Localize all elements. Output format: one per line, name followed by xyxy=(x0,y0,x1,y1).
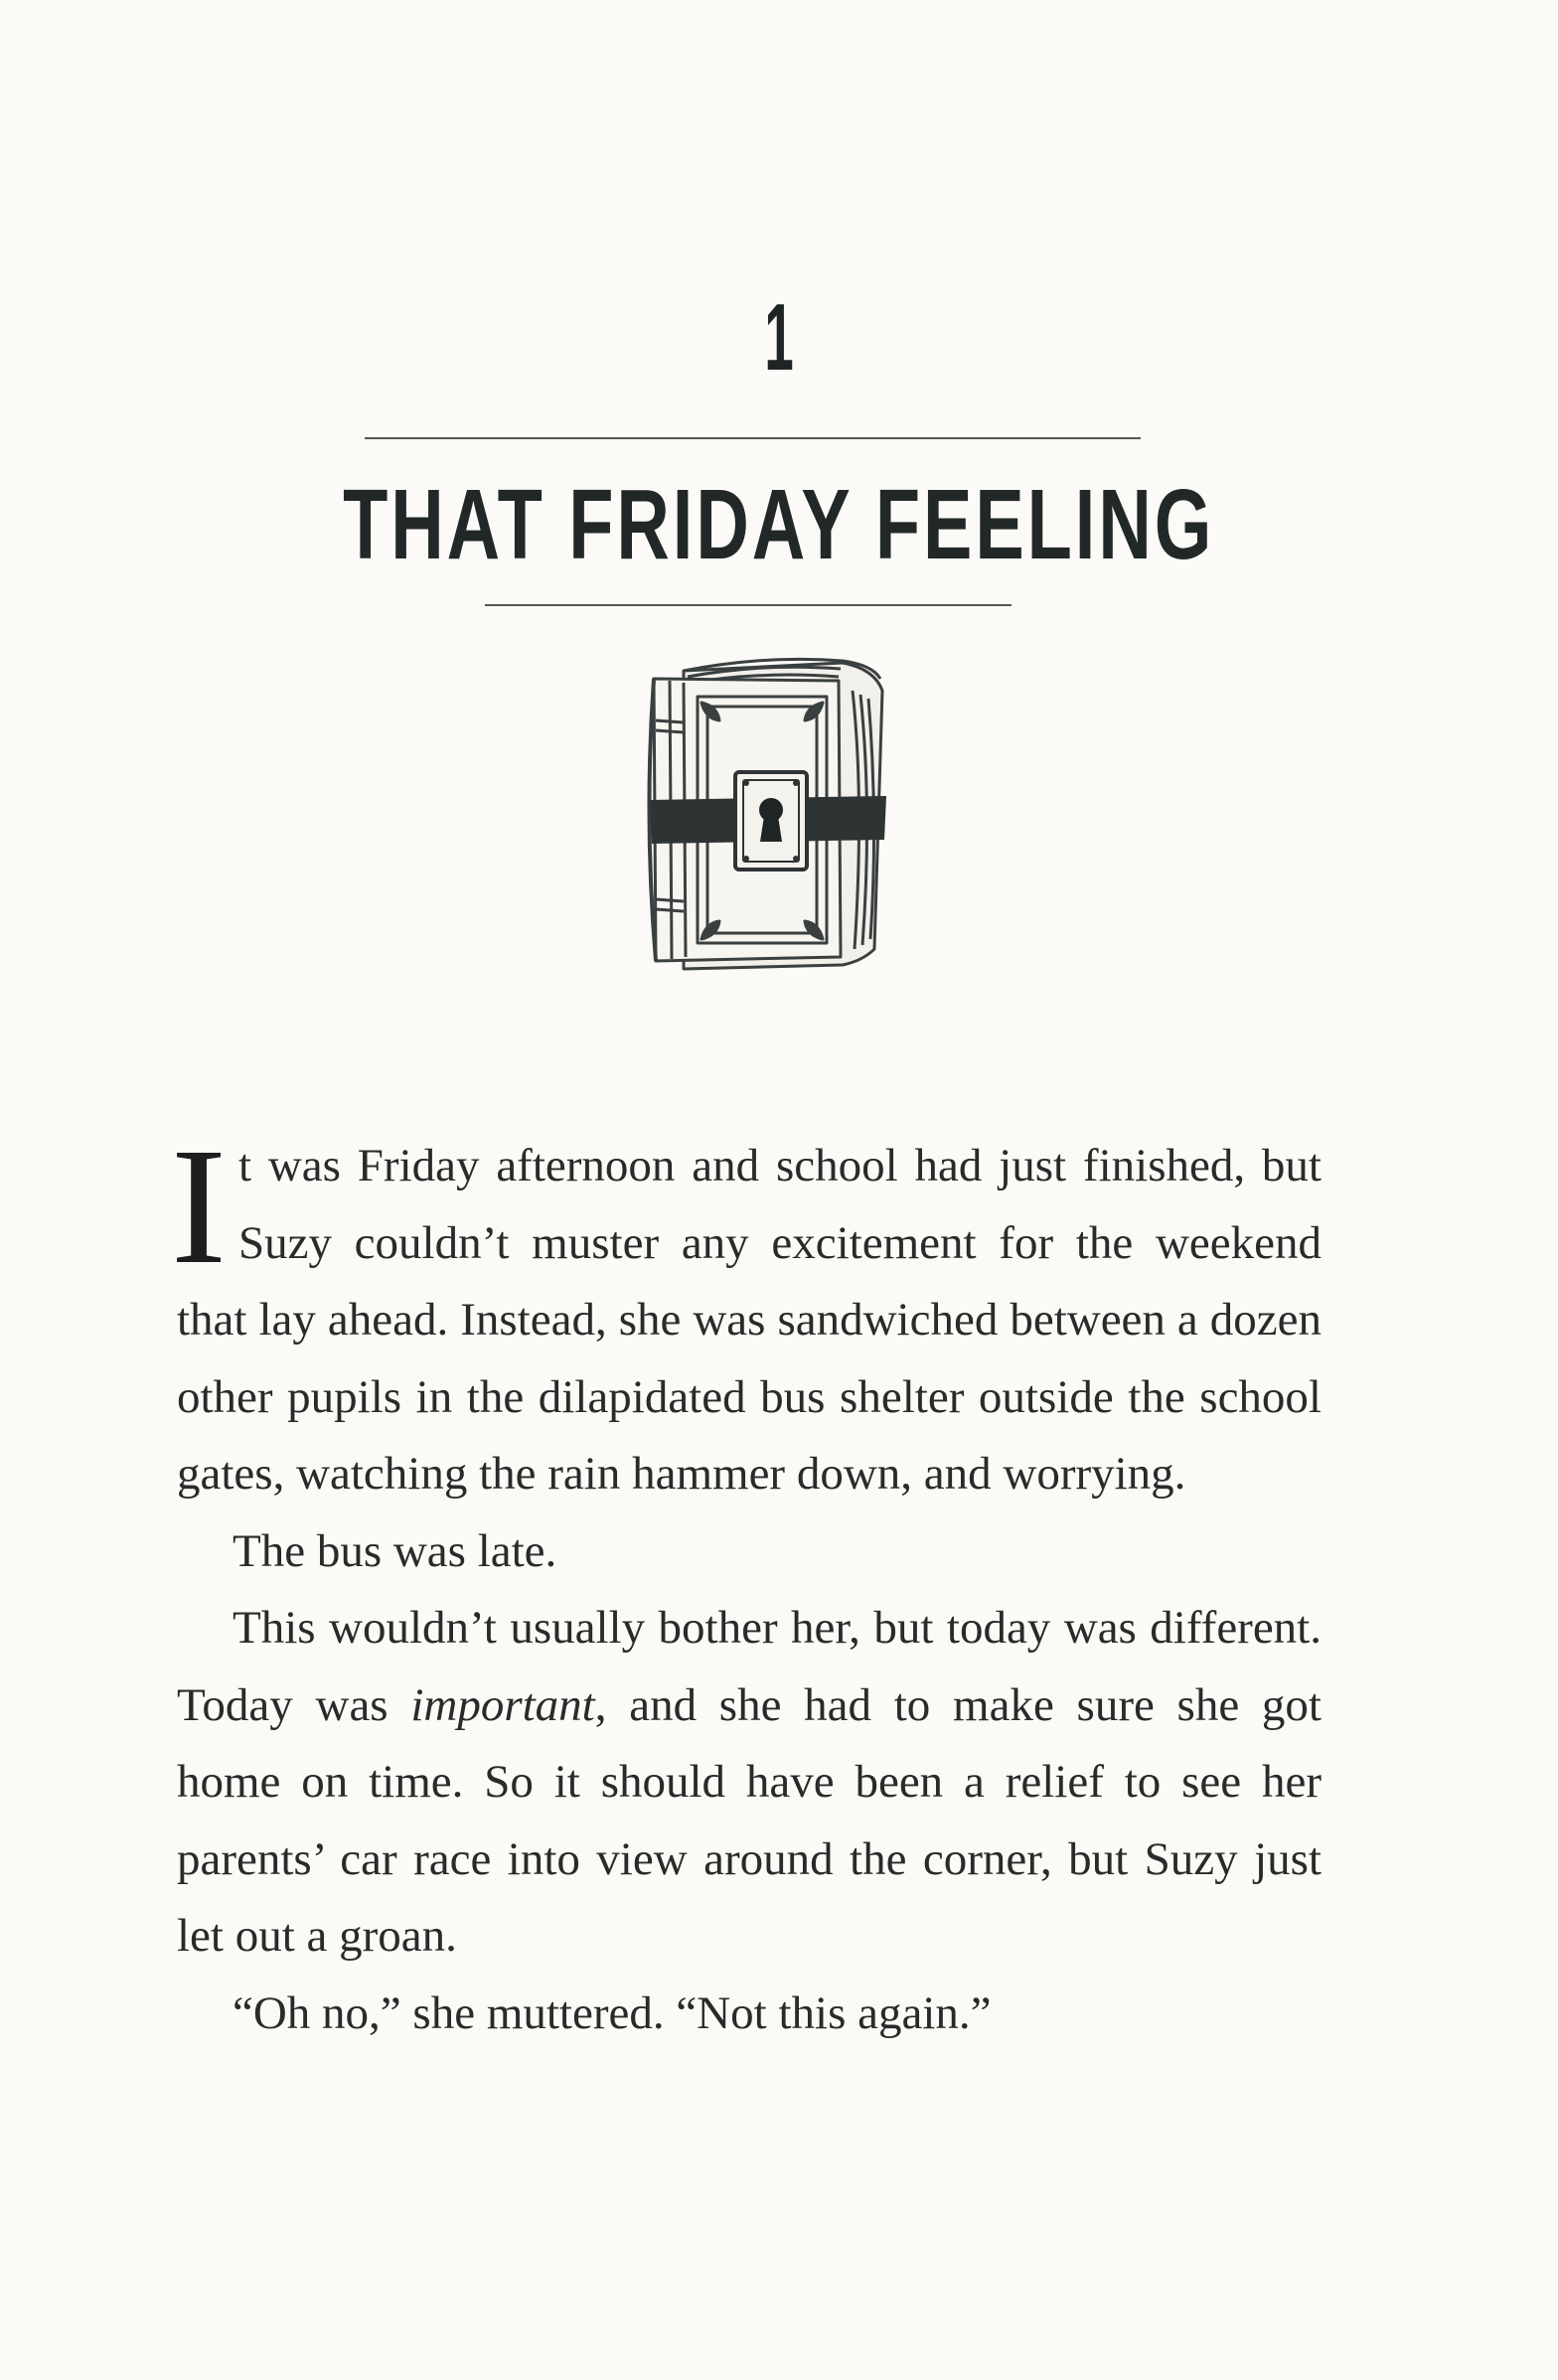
chapter-body xyxy=(171,1114,1322,2052)
emphasis-text: important xyxy=(410,1678,595,1731)
paragraph-text: This wouldn’t usually bother her, but today was different. Today was xyxy=(177,1602,1322,1731)
chapter-rule-top xyxy=(365,437,1141,439)
paragraph-text: t was Friday afternoon and school had just finished, but Suzy couldn’t muster any excitement for the weekend that lay ahead. Instead, she was sandwiched between a dozen other pupils in the dilapidated bus shelter outside the school gates, watching the rain hammer down, and worrying. xyxy=(177,1140,1322,1500)
chapter-title-text: THAT FRIDAY FEELING xyxy=(343,469,1215,580)
paragraph: “Oh no,” she muttered. “Not this again.” xyxy=(233,1986,992,2039)
paragraph xyxy=(177,1590,1322,1976)
drop-cap: I xyxy=(171,1114,227,1299)
chapter-rule-bottom xyxy=(485,604,1012,606)
paragraph-text: , and she had to make sure she got home on time. So it should have been a relief to see her parents’ car race into view around the corner, but Suzy just let out a groan. xyxy=(177,1678,1322,1962)
locked-book-icon xyxy=(644,651,896,971)
paragraph: The bus was late. xyxy=(233,1524,557,1577)
paragraph xyxy=(171,1114,1322,1513)
chapter-number: 1 xyxy=(764,284,794,391)
chapter-title xyxy=(0,469,1558,580)
